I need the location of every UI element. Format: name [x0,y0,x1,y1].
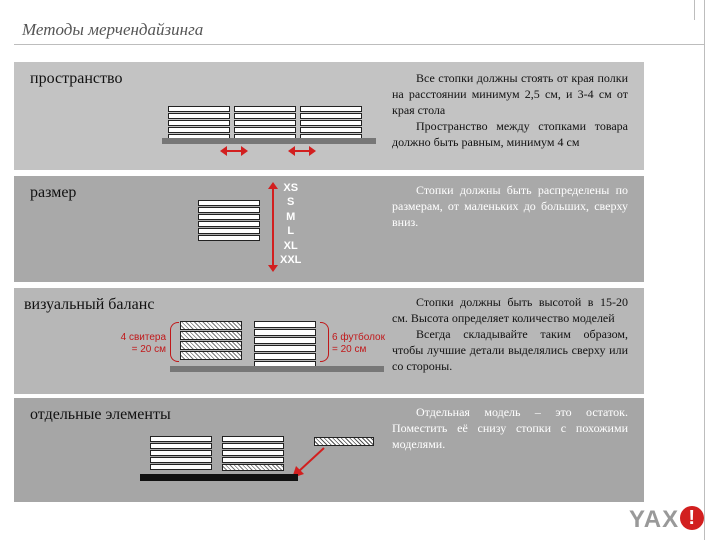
section-space-label: пространство [30,70,123,87]
sweater-note: 4 свитера = 20 см [120,332,166,355]
spacing-arrow [226,150,242,152]
shirt-stack [150,436,212,470]
size-list [280,181,301,267]
sweater-stack [180,321,242,360]
top-right-rule [694,0,695,20]
spacing-arrow [294,150,310,152]
page-title: Методы мерчендайзинга [22,20,204,39]
left-bracket [170,322,179,362]
shirt-stack [168,106,230,140]
shirt-stack-with-remainder [222,436,284,471]
right-rule [704,0,705,540]
size-l: L [287,225,295,238]
shelf [162,138,376,144]
size-xxl: XXL [280,254,302,267]
size-xl: XL [283,239,298,252]
shirt-stack [300,106,362,140]
exclamation-icon: ! [680,506,704,530]
section-separate-label: отдельные элементы [30,406,171,423]
title-divider [14,44,704,45]
section-space-description: Все стопки должны стоять от края полки на расстоянии минимум 2,5 см, и 3-4 см от края стола Пространство между стопками товара должно быть равным, минимум 4 см [392,71,628,149]
section-size-description: Стопки должны быть распределены по размерам, от маленьких до больших, сверху вниз. [392,183,628,229]
yax-logo: YAX ! [629,506,704,534]
single-item [314,437,374,446]
shirt-stack [234,106,296,140]
tshirt-stack [254,321,316,368]
size-order-arrow [272,188,274,266]
section-size-label: размер [30,184,77,201]
size-s: S [287,196,295,209]
size-m: M [286,210,296,223]
section-balance-label: визуальный баланс [24,296,155,313]
tshirt-note: 6 футболок = 20 см [332,332,385,355]
shelf [170,366,384,372]
right-bracket [320,322,329,362]
size-xs: XS [283,182,299,194]
shelf [140,474,298,481]
section-balance-description: Стопки должны быть высотой в 15-20 см. Высота определяет количество моделей Всегда складывайте таким образом, чтобы лучшие детали выделялись сверху или со стороны. [392,295,628,373]
shirt-stack [198,200,260,241]
section-separate-description: Отдельная модель – это остаток. Поместить её снизу стопки с похожими моделями. [392,405,628,451]
